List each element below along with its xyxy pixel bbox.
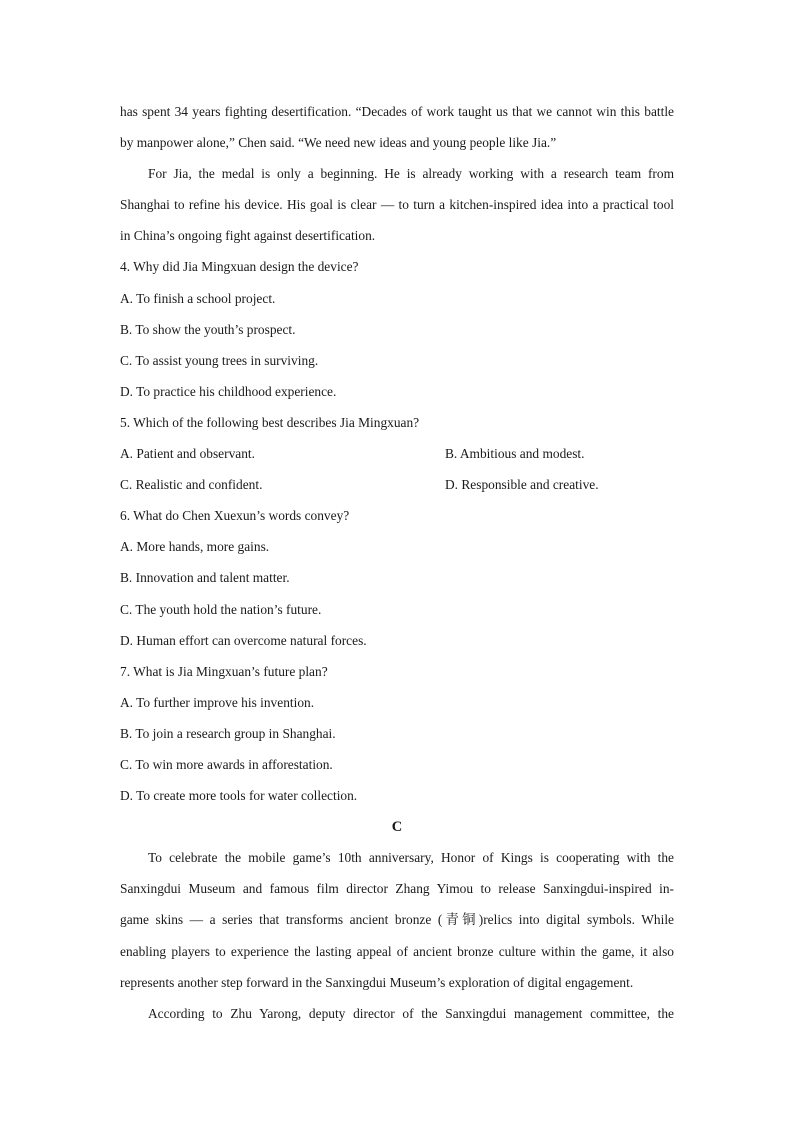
paragraph-line: has spent 34 years fighting desertification. “Decades of work taught us that we cannot win this battle bbox=[120, 104, 674, 119]
option-row bbox=[120, 473, 674, 504]
question-stem: 5. Which of the following best describes Jia Mingxuan? bbox=[120, 414, 420, 430]
paragraph-line: in China’s ongoing fight against desertification. bbox=[120, 228, 376, 244]
section-heading: C bbox=[391, 819, 403, 836]
option-d: D. Human effort can overcome natural forces. bbox=[120, 632, 367, 648]
paragraph-line: enabling players to experience the lasting appeal of ancient bronze culture within the game, it also bbox=[120, 943, 674, 959]
option-c: C. Realistic and confident. bbox=[120, 477, 263, 493]
option-a: A. Patient and observant. bbox=[120, 446, 255, 462]
document-page bbox=[120, 100, 674, 1033]
paragraph-line: According to Zhu Yarong, deputy director of the Sanxingdui management committee, the bbox=[148, 1005, 674, 1021]
question-6 bbox=[120, 504, 674, 659]
paragraph-line: game skins — a series that transforms ancient bronze (青铜)relics into digital symbols. While bbox=[120, 912, 674, 928]
passage-c bbox=[120, 815, 674, 1033]
question-stem: 6. What do Chen Xuexun’s words convey? bbox=[120, 508, 350, 524]
paragraph-line: To celebrate the mobile game’s 10th anniversary, Honor of Kings is cooperating with the bbox=[148, 850, 674, 866]
option-a: A. To finish a school project. bbox=[120, 290, 276, 306]
option-b: B. Ambitious and modest. bbox=[445, 446, 585, 462]
option-d: D. To practice his childhood experience. bbox=[120, 383, 337, 399]
option-b: B. Innovation and talent matter. bbox=[120, 570, 290, 586]
paragraph-line: For Jia, the medal is only a beginning. He is already working with a research team from bbox=[148, 166, 674, 182]
option-b: B. To show the youth’s prospect. bbox=[120, 321, 296, 337]
option-d: D. To create more tools for water collection. bbox=[120, 788, 358, 804]
paragraph-line: represents another step forward in the Sanxingdui Museum’s exploration of digital engagement. bbox=[120, 974, 634, 990]
option-d: D. Responsible and creative. bbox=[445, 477, 599, 493]
paragraph-line: by manpower alone,” Chen said. “We need new ideas and young people like Jia.” bbox=[120, 135, 557, 151]
question-7 bbox=[120, 660, 674, 815]
question-5 bbox=[120, 411, 674, 504]
paragraph-line: Shanghai to refine his device. His goal is clear — to turn a kitchen-inspired idea into a practical tool bbox=[120, 197, 674, 213]
option-a: A. To further improve his invention. bbox=[120, 694, 315, 710]
option-a: A. More hands, more gains. bbox=[120, 539, 270, 555]
question-stem: 7. What is Jia Mingxuan’s future plan? bbox=[120, 663, 328, 679]
passage-b-ending bbox=[120, 100, 674, 255]
option-c: C. The youth hold the nation’s future. bbox=[120, 601, 322, 617]
option-b: B. To join a research group in Shanghai. bbox=[120, 725, 336, 741]
paragraph-line: Sanxingdui Museum and famous film director Zhang Yimou to release Sanxingdui-inspired in- bbox=[120, 881, 674, 897]
option-row bbox=[120, 442, 674, 473]
question-4 bbox=[120, 255, 674, 410]
option-c: C. To assist young trees in surviving. bbox=[120, 352, 319, 368]
option-c: C. To win more awards in afforestation. bbox=[120, 756, 333, 772]
question-stem: 4. Why did Jia Mingxuan design the device? bbox=[120, 259, 359, 275]
